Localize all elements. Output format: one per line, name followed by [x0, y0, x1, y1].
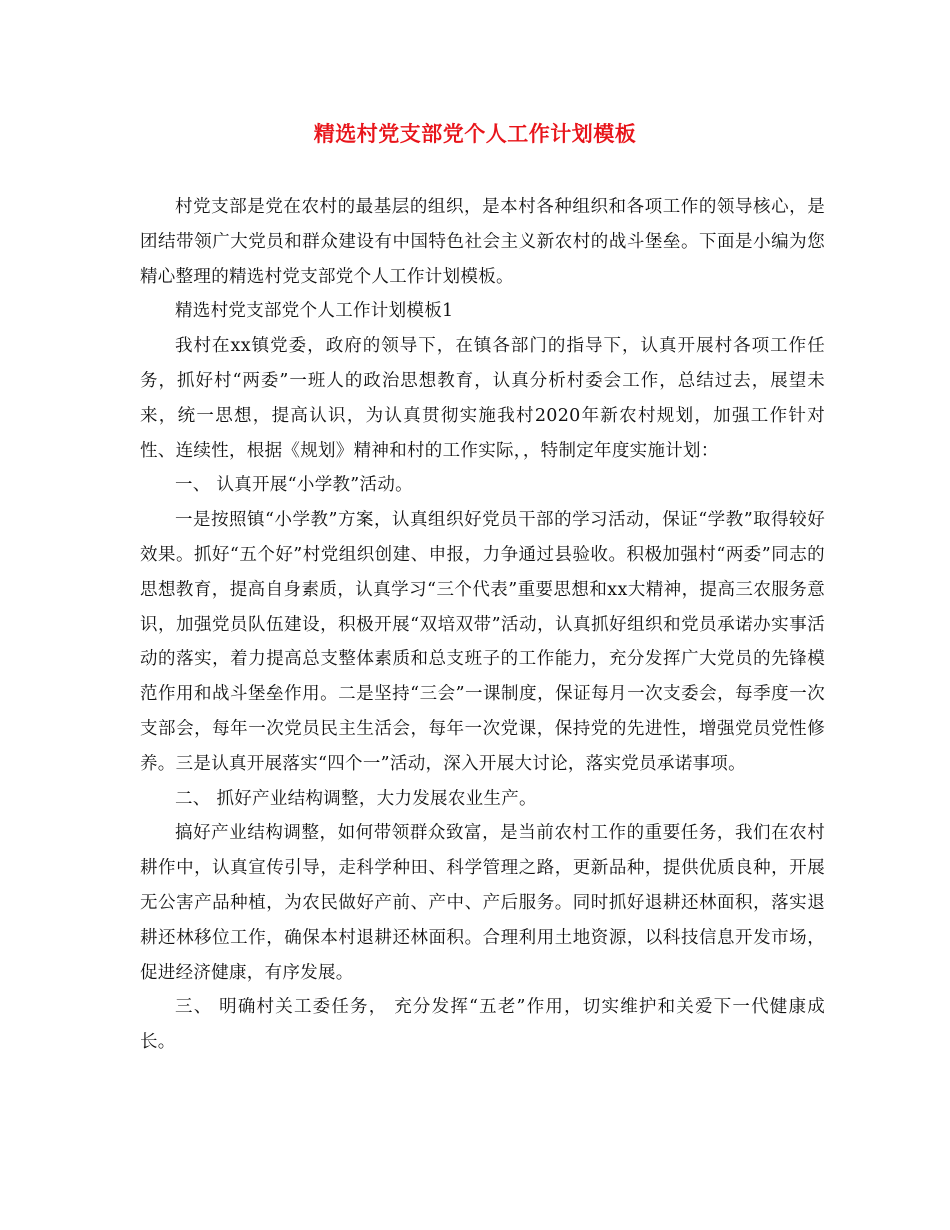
- page-title: 精选村党支部党个人工作计划模板: [313, 122, 637, 146]
- section-heading-3: 三、 明确村关工委任务， 充分发挥“五老”作用，切实维护和关爱下一代健康成长。: [140, 997, 825, 1053]
- intro-paragraph: 村党支部是党在农村的最基层的组织，是本村各种组织和各项工作的领导核心，是团结带领广大党员和群众建设有中国特色社会主义新农村的战斗堡垒。下面是小编为您精心整理的精选村党支部党个人工作计划模板。: [140, 197, 825, 287]
- section-2-paragraph: 搞好产业结构调整，如何带领群众致富，是当前农村工作的重要任务，我们在农村耕作中，认真宣传引导，走科学种田、科学管理之路，更新品种，提供优质良种，开展无公害产品种植，为农民做好产前、产中、产后服务。同时抓好退耕还林面积，落实退耕还林移位工作，确保本村退耕还林面积。合理利用土地资源，以科技信息开发市场，促进经济健康，有序发展。: [140, 823, 825, 983]
- section-heading-2: 二、 抓好产业结构调整，大力发展农业生产。: [175, 788, 537, 809]
- template-heading: 精选村党支部党个人工作计划模板1: [175, 301, 454, 322]
- section-1-paragraph: 一是按照镇“小学教”方案，认真组织好党员干部的学习活动，保证“学教”取得较好效果。抓好“五个好”村党组织创建、申报，力争通过县验收。积极加强村“两委”同志的思想教育，提高自身素质，认真学习“三个代表”重要思想和xx大精神，提高三农服务意识，加强党员队伍建设，积极开展“双培双带”活动，认真抓好组织和党员承诺办实事活动的落实，着力提高总支整体素质和总支班子的工作能力，充分发挥广大党员的先锋模范作用和战斗堡垒作用。二是坚持“三会”一课制度，保证每月一次支委会，每季度一次支部会，每年一次党员民主生活会，每年一次党课，保持党的先进性，增强党员党性修养。三是认真开展落实“四个一”活动，深入开展大讨论，落实党员承诺事项。: [140, 510, 825, 774]
- section-heading-1: 一、 认真开展“小学教”活动。: [175, 475, 413, 496]
- overview-paragraph: 我村在xx镇党委，政府的领导下，在镇各部门的指导下，认真开展村各项工作任务，抓好村“两委”一班人的政治思想教育，认真分析村委会工作，总结过去，展望未来，统一思想，提高认识，为认真贯彻实施我村2020年新农村规划，加强工作针对性、连续性，根据《规划》精神和村的工作实际，，特制定年度实施计划：: [140, 336, 825, 461]
- document-body: [140, 190, 825, 1060]
